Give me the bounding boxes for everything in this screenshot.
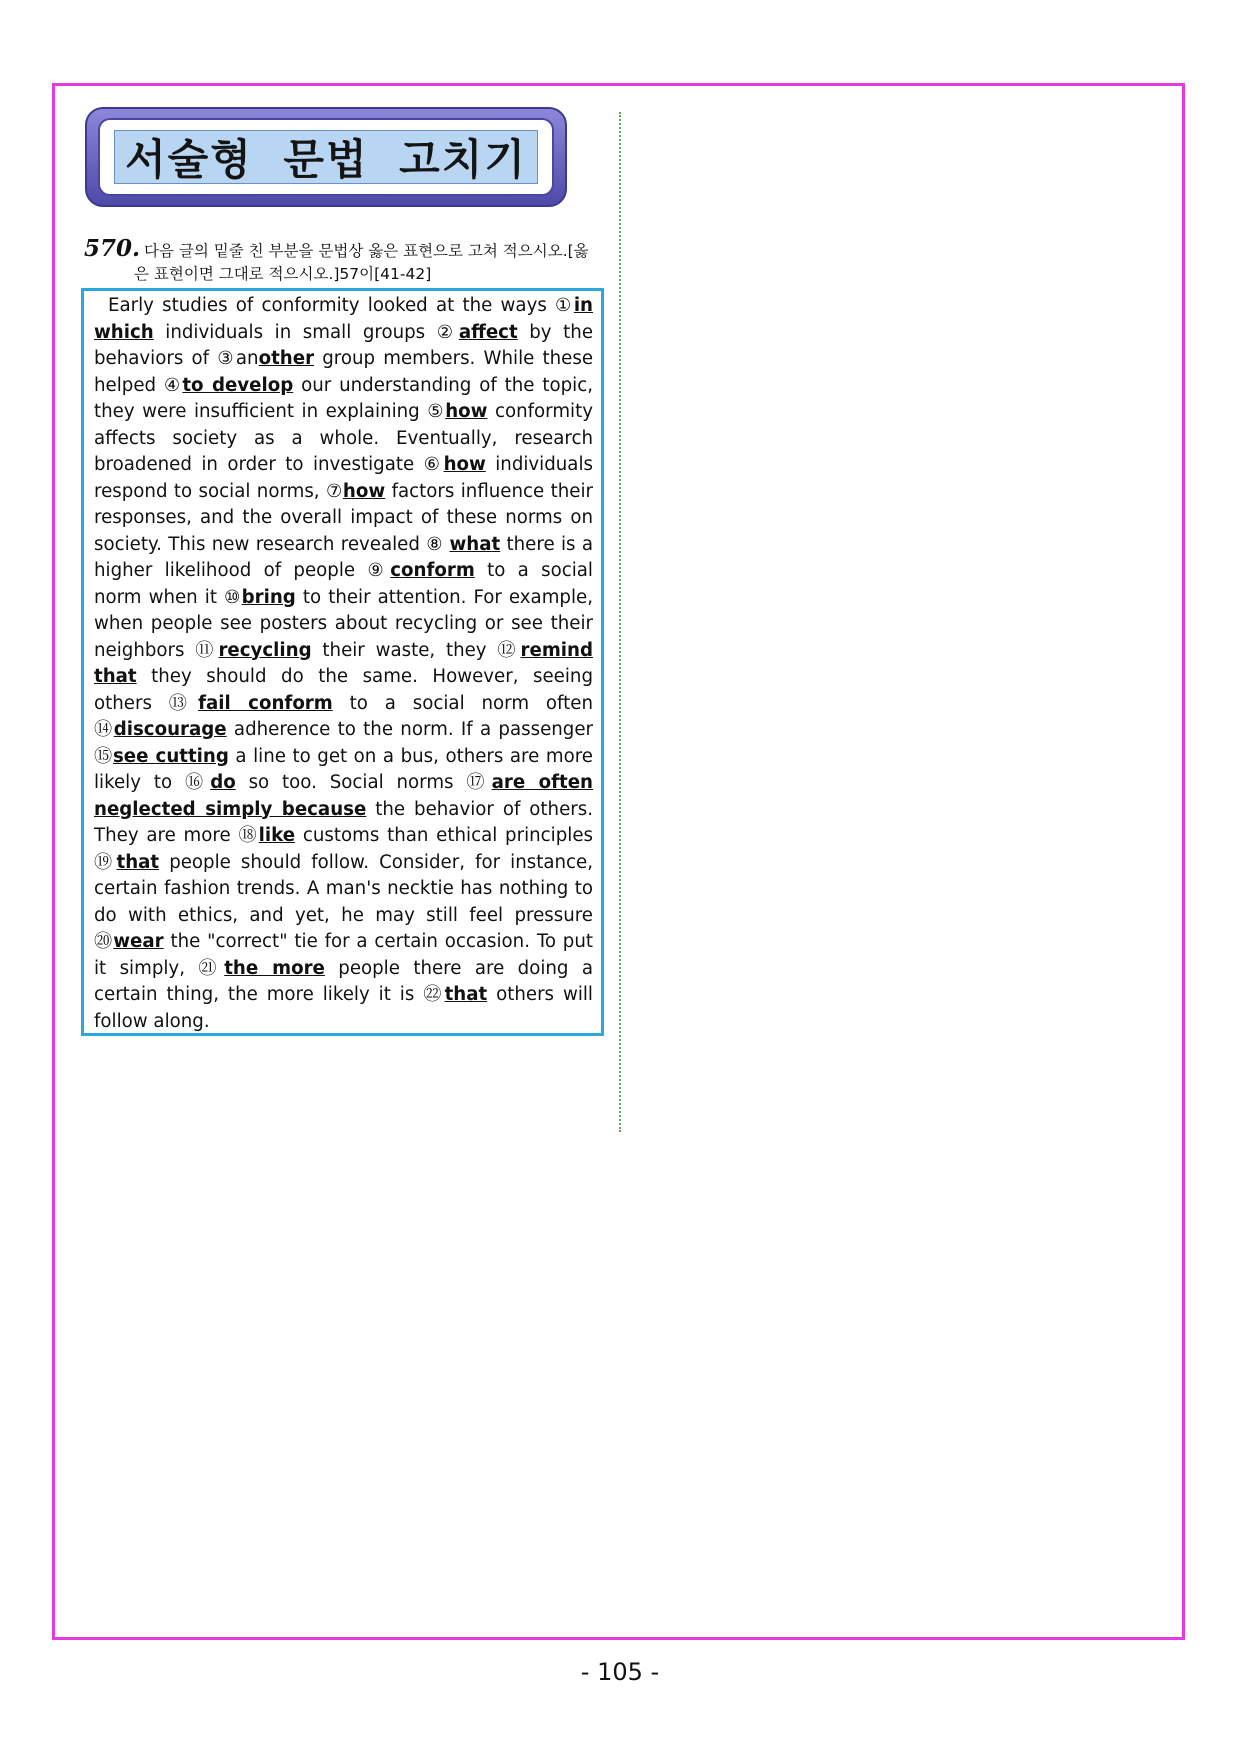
passage-text: individuals in small groups ② <box>153 321 459 343</box>
section-title-inner <box>98 118 554 196</box>
passage-text: their waste, they ⑫ <box>311 639 521 661</box>
passage-text: to a social norm often ⑭ <box>94 692 593 740</box>
underlined-expression: the more <box>224 957 325 979</box>
underlined-expression: how <box>443 454 486 475</box>
underlined-expression: like <box>258 825 296 846</box>
underlined-expression: in which <box>94 295 593 343</box>
passage-text: to their attention. For example, when people see posters about recycling or see their neighbors ⑪ <box>94 586 593 661</box>
underlined-expression: conform <box>390 560 475 581</box>
underlined-expression: discourage <box>113 719 227 740</box>
passage-text: customs than ethical principles ⑲ <box>94 825 593 873</box>
question-instruction <box>84 237 604 286</box>
passage-text: people should follow. Consider, for instance, certain fashion trends. A man's necktie has nothing to do with ethics, and yet, he may still feel pressure ⑳ <box>94 851 593 952</box>
question-text-line1: 다음 글의 밑줄 친 부분을 문법상 옳은 표현으로 고쳐 적으시오.[옳 <box>144 242 589 260</box>
underlined-expression: fail conform <box>198 692 333 714</box>
passage-text: a line to get on a bus, others are more likely to ⑯ <box>94 745 593 793</box>
passage-box <box>81 288 604 1036</box>
passage-text: others will follow along. <box>94 984 593 1032</box>
underlined-expression: that <box>116 851 160 873</box>
passage-text: there is a higher likelihood of people ⑨ <box>94 533 593 581</box>
passage-text: our understanding of the topic, they were insufficient in explaining ⑤ <box>94 374 593 422</box>
question-text-line2: 은 표현이면 그대로 적으시오.]57이[41-42] <box>134 265 432 283</box>
underlined-expression: to develop <box>182 374 294 396</box>
column-divider <box>619 112 621 1132</box>
passage-text: Early studies of conformity looked at the ways ① <box>108 295 574 316</box>
page-number: - 105 - <box>580 1658 660 1686</box>
underlined-expression: how <box>445 401 488 422</box>
passage-text: they should do the same. However, seeing others ⑬ <box>94 666 593 714</box>
section-title-banner <box>85 107 567 207</box>
passage-text: people there are doing a certain thing, the more likely it is ㉒ <box>94 957 593 1005</box>
underlined-expression: recycling <box>218 639 312 661</box>
passage-text: factors influence their responses, and the overall impact of these norms on society. This new research revealed ⑧ <box>94 480 593 555</box>
underlined-expression: see cutting <box>112 745 229 767</box>
passage-text: adherence to the norm. If a passenger ⑮ <box>94 719 593 767</box>
passage-text: by the behaviors of ③an <box>94 321 594 369</box>
underlined-expression: wear <box>113 931 164 952</box>
underlined-expression: how <box>342 480 386 502</box>
underlined-expression: other <box>258 348 315 369</box>
passage-text: to a social norm when it ⑩ <box>94 560 593 608</box>
underlined-expression: bring <box>241 586 296 608</box>
section-title: 서술형 문법 고치기 <box>114 130 538 184</box>
passage-text: the behavior of others. They are more ⑱ <box>94 798 593 846</box>
underlined-expression: affect <box>458 321 518 343</box>
underlined-expression: are often neglected simply because <box>94 772 593 820</box>
passage-text: individuals respond to social norms, ⑦ <box>94 454 593 502</box>
passage-text: conformity affects society as a whole. Eventually, research broadened in order to investigate ⑥ <box>94 401 593 475</box>
passage-text: so too. Social norms ⑰ <box>235 772 492 793</box>
passage-text: group members. While these helped ④ <box>94 348 594 396</box>
underlined-expression: remind that <box>94 639 594 687</box>
underlined-expression: what <box>449 533 501 555</box>
underlined-expression: that <box>444 984 488 1005</box>
underlined-expression: do <box>210 772 236 793</box>
passage-text: the "correct" tie for a certain occasion. To put it simply, ㉑ <box>94 931 593 979</box>
question-number: 570. <box>84 235 141 262</box>
